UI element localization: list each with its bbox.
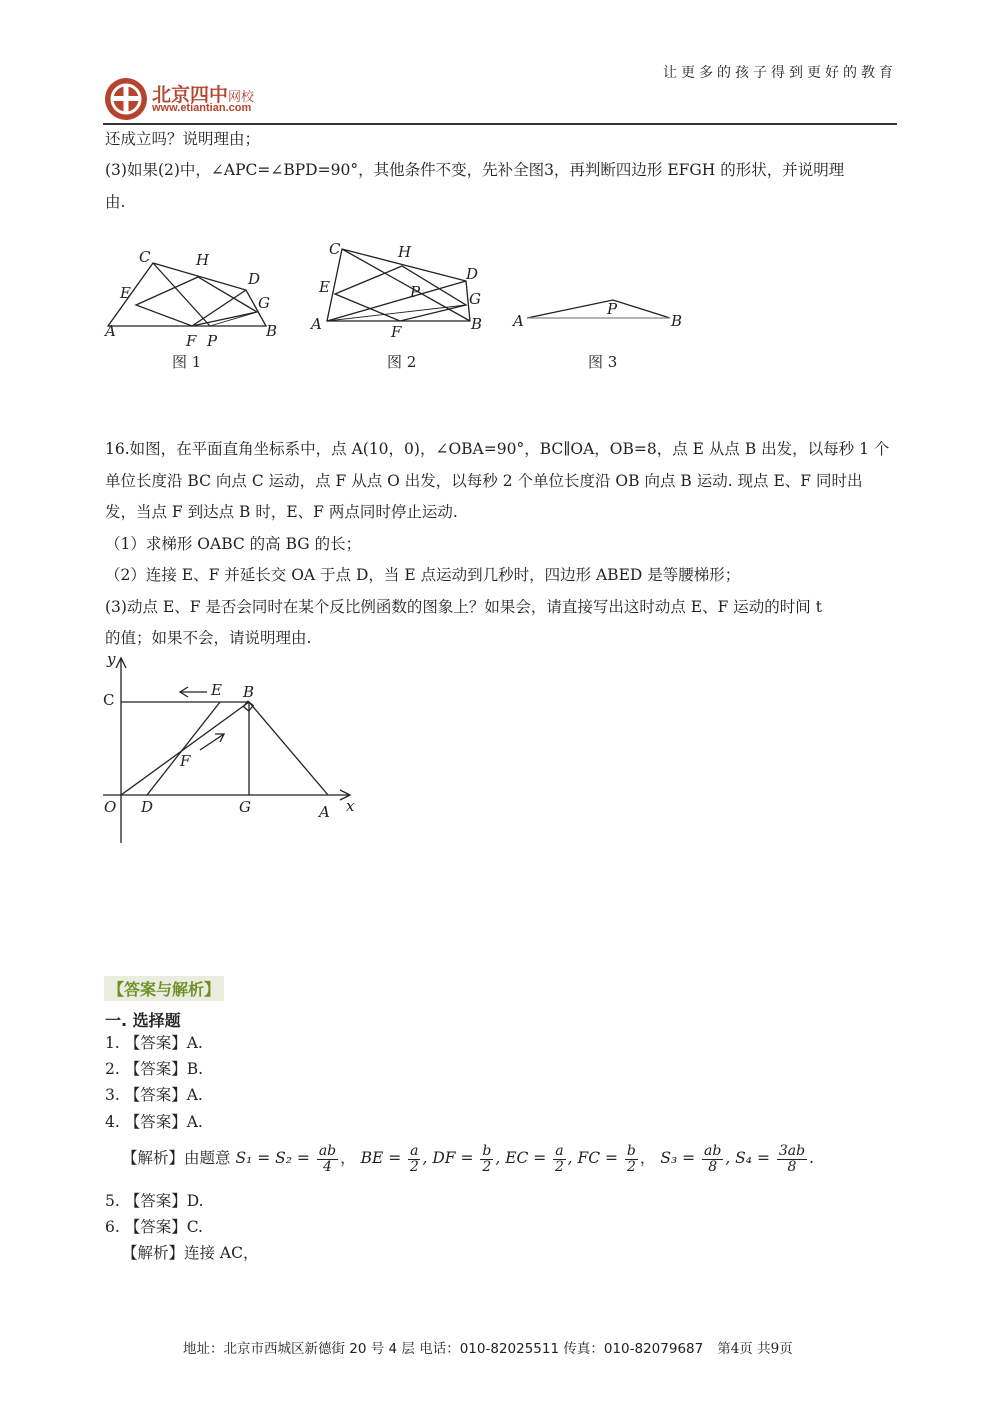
p16-figure: [100, 650, 360, 850]
math-s4: , S₄ =: [725, 1149, 770, 1167]
svg-text:B: B: [471, 315, 483, 333]
p16-q3-cont: 的值；如果不会，请说明理由.: [105, 629, 312, 647]
svg-text:B: B: [671, 312, 683, 330]
fraction: $\frac{ab}{4}$: [318, 1142, 337, 1175]
page-number: 第4页 共9页: [717, 1341, 793, 1357]
svg-text:H: H: [398, 243, 412, 261]
analysis-6: 【解析】连接 AC，: [122, 1244, 259, 1262]
fraction: $\frac{3ab}{8}$: [778, 1142, 806, 1175]
fraction: $\frac{b}{2}$: [482, 1142, 492, 1175]
svg-text:P: P: [607, 300, 618, 318]
svg-text:E: E: [319, 278, 330, 296]
figure-3-labels: [511, 300, 682, 330]
svg-text:A: A: [311, 315, 322, 333]
svg-text:B: B: [266, 322, 278, 340]
svg-text:C: C: [139, 248, 151, 266]
fraction: $\frac{ab}{8}$: [704, 1142, 722, 1175]
p16-q2: （2）连接 E、F 并延长交 OA 于点 D，当 E 点运动到几秒时，四边形 ABED 是等腰梯形；: [105, 566, 741, 584]
fig1-caption: 图 1: [172, 353, 202, 371]
answer-item: 2. 【答案】B.: [105, 1060, 204, 1078]
answer-item: 5. 【答案】D.: [105, 1192, 204, 1210]
footer: [183, 1337, 793, 1357]
svg-text:O: O: [104, 798, 117, 816]
logo-name: 北京四中: [152, 84, 229, 106]
answer-item: 4. 【答案】A.: [105, 1113, 203, 1131]
math-fc: , FC =: [567, 1149, 618, 1167]
math-s3: S₃ =: [660, 1149, 696, 1167]
fraction: $\frac{a}{2}$: [554, 1142, 564, 1175]
svg-text:F: F: [186, 332, 197, 350]
answer-item: 1. 【答案】A.: [105, 1034, 203, 1052]
svg-text:D: D: [466, 265, 479, 283]
p16-line3: 发，当点 F 到达点 B 时，E、F 两点同时停止运动.: [105, 503, 458, 521]
svg-text:F: F: [391, 323, 402, 341]
logo-suffix: 网校: [228, 90, 255, 105]
p16-line2: 单位长度沿 BC 向点 C 运动，点 F 从点 O 出发，以每秒 2 个单位长度沿 OB 向点 B 运动. 现点 E、F 同时出: [105, 472, 863, 490]
figure-2-labels: [309, 240, 482, 341]
svg-text:x: x: [346, 797, 355, 815]
p16-q3: (3)动点 E、F 是否会同时在某个反比例函数的图象上？如果会，请直接写出这时动点 E、F 运动的时间 t: [105, 598, 822, 616]
analysis-4: 【解析】由题意 S₁ = S₂ = $\frac{ab}{4}$ ， BE = $\frac{a}{2}$ , DF = $\frac{b}{2}$ , EC = $\frac{a}{2}$ , FC = $\frac{b}{2}$ ， S₃ = $\frac{ab}{8}$ , S₄ = $\frac{3ab}{8}$ .: [122, 1142, 815, 1175]
svg-text:B: B: [243, 683, 255, 701]
logo-emblem-icon: [103, 76, 149, 122]
p15-line2: (3)如果(2)中，∠APC=∠BPD=90°，其他条件不变，先补全图3，再判断四边形 EFGH 的形状，并说明理: [105, 161, 845, 179]
p15-line3: 由.: [105, 193, 126, 211]
logo-url: www.etiantian.com: [152, 102, 252, 114]
svg-text:G: G: [258, 294, 270, 312]
svg-text:A: A: [105, 322, 116, 340]
p15-figures: [0, 230, 700, 380]
svg-text:E: E: [211, 681, 222, 699]
fraction: $\frac{b}{2}$: [626, 1142, 636, 1175]
math-be: BE =: [360, 1149, 402, 1167]
svg-text:P: P: [410, 283, 421, 301]
svg-text:G: G: [469, 290, 481, 308]
figure-1: [108, 263, 266, 326]
p16-line1: 16.如图，在平面直角坐标系中，点 A(10，0)，∠OBA=90°，BC∥OA，OB=8，点 E 从点 B 出发，以每秒 1 个: [105, 440, 890, 458]
math-s12: S₁ = S₂ =: [235, 1149, 310, 1167]
fig2-caption: 图 2: [387, 353, 417, 371]
math-ec: , EC =: [495, 1149, 547, 1167]
svg-text:A: A: [513, 312, 524, 330]
fig3-caption: 图 3: [588, 353, 618, 371]
svg-text:D: D: [248, 270, 261, 288]
svg-text:D: D: [141, 798, 154, 816]
svg-text:H: H: [196, 251, 210, 269]
header-slogan: 让更多的孩子得到更好的教育: [663, 65, 897, 81]
analysis-prefix: 【解析】由题意: [122, 1149, 231, 1167]
svg-text:y: y: [107, 650, 116, 668]
p15-line1: 还成立吗？说明理由；: [105, 130, 261, 148]
svg-text:C: C: [103, 691, 115, 709]
answer-item: 6. 【答案】C.: [105, 1218, 203, 1236]
fraction: $\frac{a}{2}$: [409, 1142, 419, 1175]
svg-text:A: A: [319, 803, 330, 821]
header-divider: [103, 123, 897, 125]
svg-text:P: P: [207, 332, 218, 350]
svg-text:C: C: [329, 240, 341, 258]
figure-3: [527, 300, 670, 318]
p16-q1: （1）求梯形 OABC 的高 BG 的长；: [105, 535, 362, 553]
section-title: 一. 选择题: [105, 1011, 181, 1030]
answer-item: 3. 【答案】A.: [105, 1086, 203, 1104]
footer-address: 地址：北京市西城区新德街 20 号 4 层 电话：010-82025511 传真：010-82079687: [183, 1341, 704, 1357]
svg-text:G: G: [239, 798, 251, 816]
answers-heading: 【答案与解析】: [104, 976, 224, 1001]
svg-text:F: F: [180, 752, 191, 770]
svg-text:E: E: [120, 284, 131, 302]
math-df: , DF =: [422, 1149, 474, 1167]
